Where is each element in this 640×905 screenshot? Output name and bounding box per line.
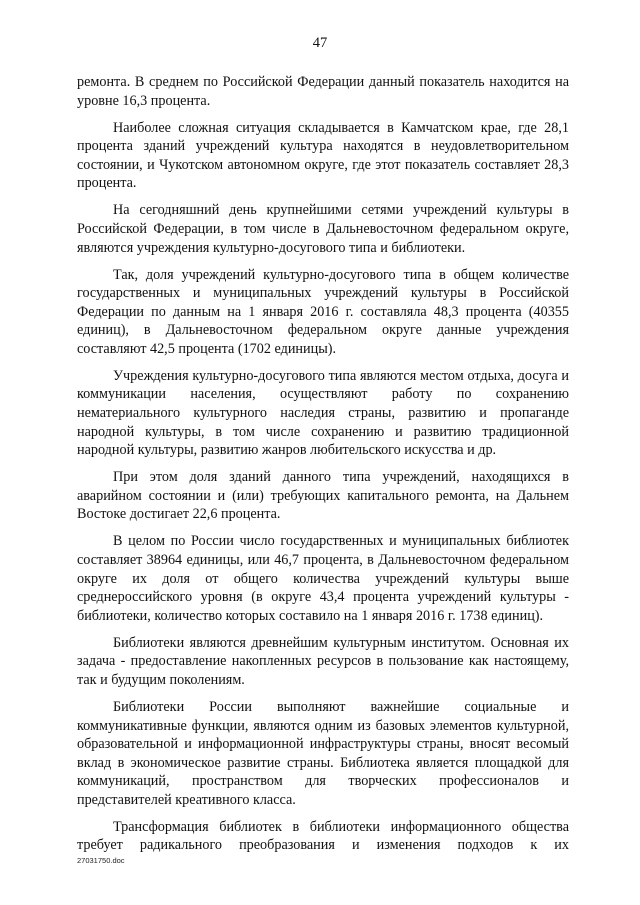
- page-number: 47: [312, 35, 328, 51]
- paragraph-9: Библиотеки России выполняют важнейшие социальные и коммуникативные функции, являются одним из базовых элементов культурной, образовательной и информационной инфраструктуры страны, вносят весомый вклад в экономическое развитие страны. Библиотека является площадкой для коммуникаций, пространством для творческих профессионалов и представителей креативного класса.: [77, 698, 569, 808]
- document-body: [77, 73, 569, 855]
- paragraph-10: Трансформация библиотек в библиотеки информационного общества требует радикального преобразования и изменения подходов к их: [77, 818, 569, 854]
- paragraph-3: На сегодняшний день крупнейшими сетями учреждений культуры в Российской Федерации, в том числе в Дальневосточном федеральном округе, являются учреждения культурно-досугового типа и библиотеки.: [77, 202, 569, 256]
- paragraph-6: При этом доля зданий данного типа учреждений, находящихся в аварийном состоянии и (или) требующих капитального ремонта, на Дальнем Востоке достигает 22,6 процента.: [77, 469, 569, 523]
- paragraph-5: Учреждения культурно-досугового типа являются местом отдыха, досуга и коммуникации населения, осуществляют работу по сохранению нематериального культурного наследия страны, развитию и пропаганде народной культуры, в том числе сохранению и развитию традиционной народной культуры, развитию жанров любительского искусства и др.: [77, 367, 569, 459]
- paragraph-4: Так, доля учреждений культурно-досугового типа в общем количестве государственных и муниципальных учреждений культуры в Российской Федерации по данным на 1 января 2016 г. составляла 48,3 процента (40355 единиц), в Дальневосточном федеральном округе данные учреждения составляют 42,5 процента (1702 единицы).: [77, 266, 569, 357]
- paragraph-7: В целом по России число государственных и муниципальных библиотек составляет 38964 единицы, или 46,7 процента, в Дальневосточном федеральном округе их доля от общего количества учреждений культуры выше среднероссийского уровня (в округе 43,4 процента учреждений культуры - библиотеки, количество которых составило на 1 января 2016 г. 1738 единиц).: [77, 533, 569, 624]
- footer-file-name: 27031750.doc: [77, 856, 125, 865]
- paragraph-8: Библиотеки являются древнейшим культурным институтом. Основная их задача - предоставление накопленных ресурсов в пользование как настоящему, так и будущим поколениям.: [77, 634, 569, 688]
- paragraph-1: ремонта. В среднем по Российской Федерации данный показатель находится на уровне 16,3 процента.: [77, 74, 569, 109]
- paragraph-2: Наиболее сложная ситуация складывается в Камчатском крае, где 28,1 процента зданий учреждений культура находятся в неудовлетворительном состоянии, и Чукотском автономном округе, где этот показатель составляет 28,3 процента.: [77, 119, 569, 192]
